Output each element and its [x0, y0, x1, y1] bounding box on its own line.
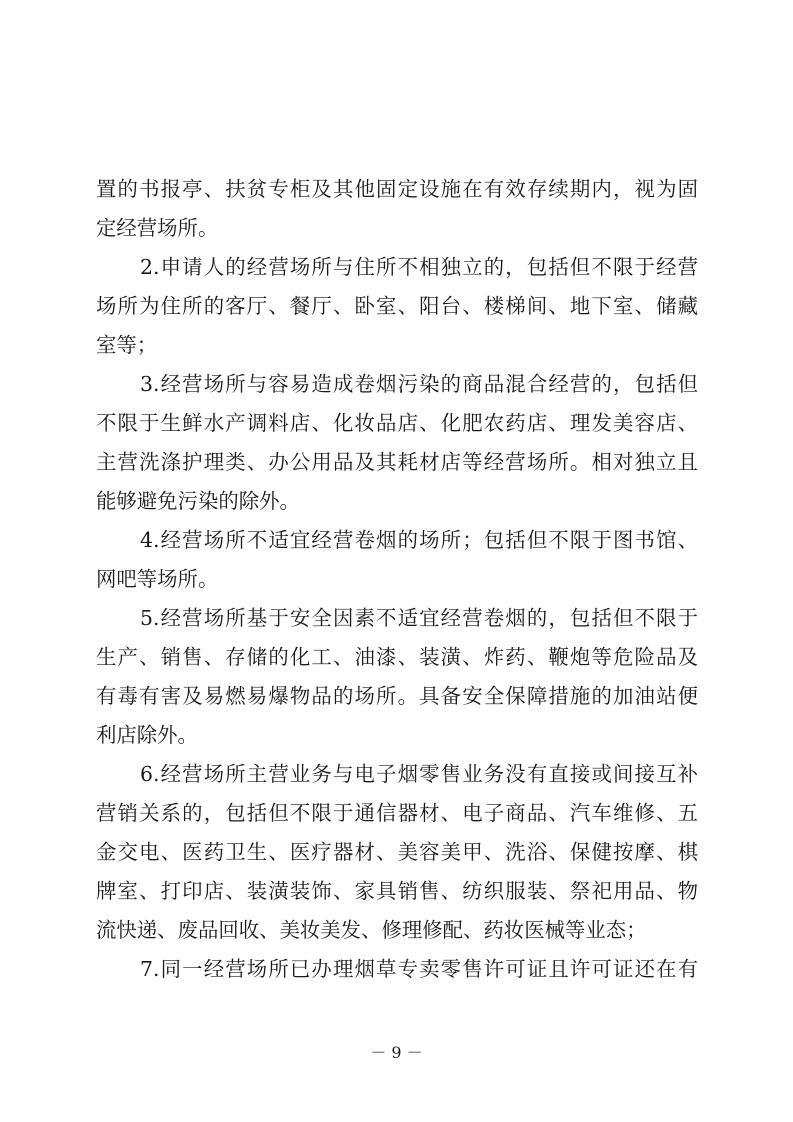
text-line: 2.申请人的经营场所与住所不相独立的，包括但不限于经营 [140, 255, 698, 279]
text-line: 4.经营场所不适宜经营卷烟的场所；包括但不限于图书馆、 [140, 528, 698, 552]
paragraph [96, 170, 698, 248]
text-line: 置的书报亭、扶贫专柜及其他固定设施在有效存续期内，视为固 [96, 177, 698, 201]
text-line: 6.经营场所主营业务与电子烟零售业务没有直接或间接互补 [140, 762, 698, 786]
text-line: 主营洗涤护理类、办公用品及其耗材店等经营场所。相对独立且 [96, 450, 698, 474]
document-body [96, 170, 698, 989]
text-line: 5.经营场所基于安全因素不适宜经营卷烟的，包括但不限于 [140, 606, 698, 630]
text-line: 利店除外。 [96, 723, 198, 747]
paragraph [96, 755, 698, 950]
text-line: 金交电、医药卫生、医疗器材、美容美甲、洗浴、保健按摩、棋 [96, 840, 698, 864]
paragraph [96, 521, 698, 599]
text-line: 营销关系的，包括但不限于通信器材、电子商品、汽车维修、五 [96, 801, 698, 825]
text-line: 室等； [96, 333, 158, 357]
text-line: 场所为住所的客厅、餐厅、卧室、阳台、楼梯间、地下室、储藏 [96, 294, 698, 318]
text-line: 流快递、废品回收、美妆美发、修理修配、药妆医械等业态； [96, 918, 647, 942]
text-line: 不限于生鲜水产调料店、化妆品店、化肥农药店、理发美容店、 [96, 411, 698, 435]
text-line: 7.同一经营场所已办理烟草专卖零售许可证且许可证还在有 [140, 957, 698, 981]
paragraph [96, 599, 698, 755]
page-number: － 9 － [370, 1043, 423, 1062]
text-line: 能够避免污染的除外。 [96, 489, 300, 513]
paragraph [96, 248, 698, 365]
text-line: 定经营场所。 [96, 216, 219, 240]
text-line: 牌室、打印店、装潢装饰、家具销售、纺织服装、祭祀用品、物 [96, 879, 698, 903]
paragraph [96, 365, 698, 521]
text-line: 网吧等场所。 [96, 567, 219, 591]
text-line: 有毒有害及易燃易爆物品的场所。具备安全保障措施的加油站便 [96, 684, 698, 708]
text-line: 3.经营场所与容易造成卷烟污染的商品混合经营的，包括但 [140, 372, 698, 396]
paragraph [96, 950, 698, 989]
text-line: 生产、销售、存储的化工、油漆、装潢、炸药、鞭炮等危险品及 [96, 645, 698, 669]
